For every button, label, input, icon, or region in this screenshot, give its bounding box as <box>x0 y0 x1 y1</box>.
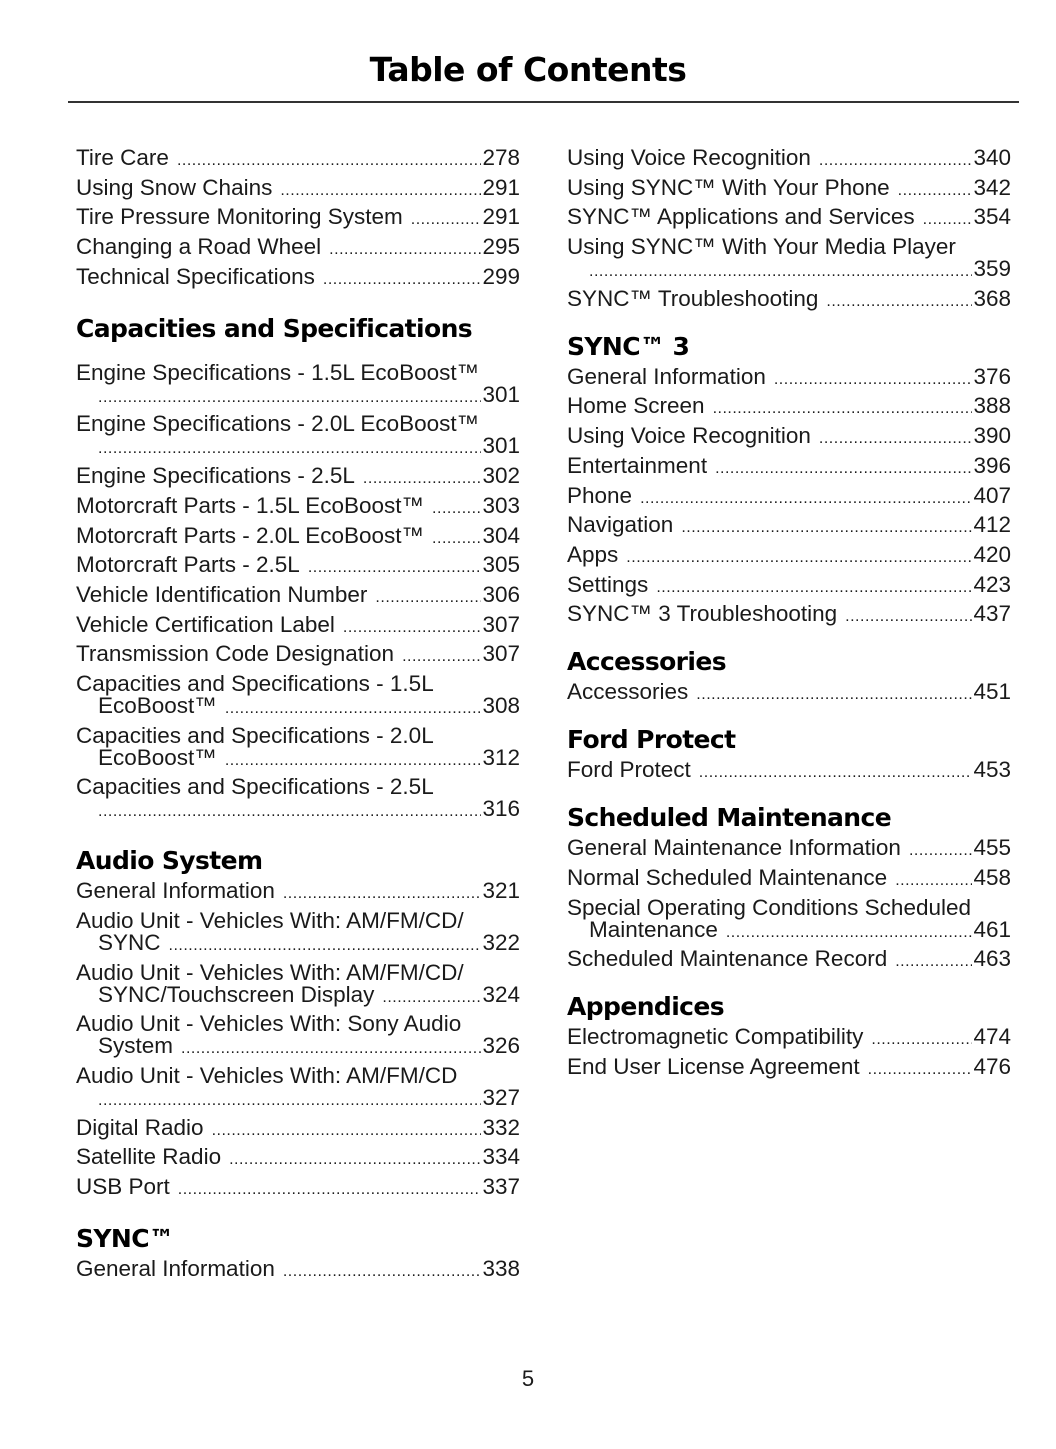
dot-leader <box>375 587 481 609</box>
toc-entry[interactable] <box>567 837 1011 859</box>
entry-title: General Information <box>76 878 275 904</box>
toc-entry[interactable] <box>76 147 520 169</box>
entry-page-number: 334 <box>482 1144 520 1170</box>
dot-leader <box>774 369 973 391</box>
toc-entry[interactable] <box>76 522 520 548</box>
entry-title: Audio Unit - Vehicles With: AM/FM/CD/ <box>76 908 464 933</box>
toc-entry[interactable] <box>76 174 520 200</box>
dot-leader <box>819 428 973 450</box>
entry-page-number: 302 <box>482 463 520 489</box>
entry-page-number: 312 <box>482 744 520 770</box>
entry-title: Technical Specifications <box>76 263 315 289</box>
entry-page-number: 295 <box>482 234 520 260</box>
entry-title: Apps <box>567 541 619 567</box>
toc-entry[interactable] <box>76 413 520 457</box>
entry-title-continued: Maintenance <box>589 916 718 942</box>
toc-entry[interactable] <box>76 910 520 954</box>
entry-title: Capacities and Specifications - 2.5L <box>76 774 434 800</box>
entry-page-number: 437 <box>973 601 1011 627</box>
entry-page-number: 412 <box>973 512 1011 538</box>
entry-page-number: 326 <box>482 1033 520 1059</box>
toc-entry[interactable] <box>76 1146 520 1168</box>
entry-title: Motorcraft Parts - 2.0L EcoBoost™ <box>76 522 425 548</box>
entry-title: Engine Specifications - 1.5L EcoBoost™ <box>76 359 480 385</box>
toc-entry[interactable] <box>567 452 1011 478</box>
dot-leader <box>626 547 972 569</box>
entry-page-number: 306 <box>482 581 520 607</box>
toc-entry[interactable] <box>567 147 1011 169</box>
entry-page-number: 420 <box>973 541 1011 567</box>
toc-section <box>567 332 1011 626</box>
entry-page-number: 474 <box>973 1024 1011 1050</box>
entry-page-number: 455 <box>973 835 1011 861</box>
dot-leader <box>280 180 481 202</box>
dot-leader <box>329 239 481 261</box>
dot-leader <box>826 291 972 313</box>
entry-title: Capacities and Specifications - 2.0L <box>76 722 434 748</box>
entry-page-number: 407 <box>973 482 1011 508</box>
entry-title: Engine Specifications - 2.5L <box>76 463 355 489</box>
dot-leader <box>283 883 482 905</box>
entry-title-continued: EcoBoost™ <box>98 692 217 718</box>
toc-section <box>76 147 520 288</box>
toc-entry[interactable] <box>76 581 520 607</box>
toc-entry[interactable] <box>567 174 1011 200</box>
section-heading: Scheduled Maintenance <box>567 803 892 833</box>
entry-title: Navigation <box>567 512 674 538</box>
dot-leader <box>923 209 973 231</box>
entry-title: Satellite Radio <box>76 1144 222 1170</box>
toc-entry[interactable] <box>567 285 1011 311</box>
entry-page-number: 321 <box>482 878 520 904</box>
dot-leader <box>308 557 482 579</box>
toc-entry[interactable] <box>567 681 1011 703</box>
entry-title: Entertainment <box>567 452 708 478</box>
toc-entry[interactable] <box>567 236 1011 280</box>
toc-entry[interactable] <box>76 1258 520 1280</box>
entry-page-number: 453 <box>973 757 1011 783</box>
entry-page-number: 376 <box>973 363 1011 389</box>
section-heading: Capacities and Specifications <box>76 313 473 343</box>
toc-entry[interactable] <box>76 236 520 258</box>
entry-page-number: 423 <box>973 571 1011 597</box>
section-heading: Ford Protect <box>567 725 736 755</box>
entry-title: Changing a Road Wheel <box>76 234 322 260</box>
toc-section <box>567 803 1011 970</box>
toc-entry[interactable] <box>76 206 520 228</box>
dot-leader <box>98 387 481 409</box>
toc-entry[interactable] <box>76 465 520 487</box>
entry-page-number: 461 <box>973 916 1011 942</box>
entry-title: Phone <box>567 482 633 508</box>
entry-title: Audio Unit - Vehicles With: AM/FM/CD <box>76 1063 458 1089</box>
entry-page-number: 299 <box>482 263 520 289</box>
entry-page-number: 359 <box>973 256 1011 282</box>
entry-page-number: 278 <box>482 145 520 170</box>
section-heading: SYNC™ <box>76 1224 174 1254</box>
entry-page-number: 322 <box>482 930 520 955</box>
dot-leader <box>871 1029 972 1051</box>
entry-title-continued: SYNC <box>98 930 161 955</box>
entry-page-number: 390 <box>973 423 1011 449</box>
toc-entry[interactable] <box>567 894 1011 942</box>
entry-title: General Maintenance Information <box>567 835 901 861</box>
entry-title: Transmission Code Designation <box>76 641 395 667</box>
entry-title: Electromagnetic Compatibility <box>567 1024 864 1050</box>
dot-leader <box>343 617 482 639</box>
toc-entry[interactable] <box>567 948 1011 970</box>
toc-entry[interactable] <box>567 759 1011 781</box>
dot-leader <box>715 458 972 480</box>
dot-leader <box>178 1179 482 1201</box>
entry-title: Audio Unit - Vehicles With: AM/FM/CD/ <box>76 959 464 985</box>
section-heading: Audio System <box>76 846 263 876</box>
page-title: Table of Contents <box>369 50 687 89</box>
toc-entry[interactable] <box>76 880 520 902</box>
dot-leader <box>681 517 972 539</box>
entry-title-continued: EcoBoost™ <box>98 744 217 770</box>
dot-leader <box>895 870 972 892</box>
toc-entry[interactable] <box>76 263 520 289</box>
entry-page-number: 338 <box>482 1256 520 1282</box>
dot-leader <box>169 935 482 957</box>
entry-title: Audio Unit - Vehicles With: Sony Audio <box>76 1011 462 1037</box>
entry-page-number: 337 <box>482 1174 520 1200</box>
toc-entry[interactable] <box>567 864 1011 890</box>
dot-leader <box>382 987 481 1009</box>
entry-page-number: 291 <box>482 174 520 200</box>
dot-leader <box>402 646 481 668</box>
dot-leader <box>656 577 972 599</box>
entry-title: Motorcraft Parts - 1.5L EcoBoost™ <box>76 492 425 518</box>
toc-entry[interactable] <box>76 776 520 820</box>
dot-leader <box>98 801 481 823</box>
toc-section <box>76 1224 520 1280</box>
dot-leader <box>283 1261 482 1283</box>
toc-entry[interactable] <box>76 959 520 1007</box>
toc-entry[interactable] <box>567 482 1011 508</box>
entry-title: Motorcraft Parts - 2.5L <box>76 552 300 578</box>
entry-title: General Information <box>76 1256 275 1282</box>
entry-title: SYNC™ Troubleshooting <box>567 285 819 311</box>
entry-title: Using SYNC™ With Your Phone <box>567 174 890 200</box>
entry-title: Using Voice Recognition <box>567 423 811 449</box>
entry-page-number: 316 <box>482 796 520 822</box>
dot-leader <box>868 1059 973 1081</box>
entry-page-number: 463 <box>973 946 1011 972</box>
dot-leader <box>726 922 973 944</box>
dot-leader <box>898 180 973 202</box>
dot-leader <box>819 150 973 172</box>
entry-page-number: 354 <box>973 204 1011 230</box>
title-divider <box>68 101 1019 103</box>
toc-column-left <box>76 147 520 1280</box>
dot-leader <box>181 1038 481 1060</box>
dot-leader <box>323 269 482 291</box>
entry-title: Using SYNC™ With Your Media Player <box>567 234 956 260</box>
dot-leader <box>432 528 481 550</box>
dot-leader <box>699 762 973 784</box>
toc-section <box>567 725 1011 781</box>
toc-entry[interactable] <box>76 670 520 718</box>
toc-entry[interactable] <box>567 571 1011 597</box>
toc-section <box>567 147 1011 310</box>
entry-title: End User License Agreement <box>567 1054 860 1079</box>
entry-title: Settings <box>567 571 649 597</box>
dot-leader <box>225 698 482 720</box>
entry-page-number: 451 <box>973 679 1011 705</box>
dot-leader <box>696 684 972 706</box>
entry-page-number: 291 <box>482 204 520 230</box>
dot-leader <box>177 150 482 172</box>
toc-section <box>567 647 1011 703</box>
toc-entry[interactable] <box>567 603 1011 625</box>
entry-page-number: 305 <box>482 552 520 578</box>
dot-leader <box>845 606 972 628</box>
toc-entry[interactable] <box>76 611 520 637</box>
entry-title: Special Operating Conditions Scheduled <box>567 894 972 920</box>
toc-entry[interactable] <box>567 206 1011 228</box>
entry-title: Using Snow Chains <box>76 174 273 200</box>
entry-title-continued: System <box>98 1033 174 1059</box>
entry-page-number: 368 <box>973 285 1011 311</box>
dot-leader <box>640 488 972 510</box>
entry-title: Tire Pressure Monitoring System <box>76 204 403 230</box>
entry-page-number: 304 <box>482 522 520 548</box>
toc-entry[interactable] <box>567 1056 1011 1078</box>
dot-leader <box>229 1149 481 1171</box>
entry-title: Tire Care <box>76 145 169 170</box>
toc-entry[interactable] <box>567 363 1011 389</box>
entry-title: Normal Scheduled Maintenance <box>567 864 888 890</box>
entry-page-number: 324 <box>482 981 520 1007</box>
toc-entry[interactable] <box>76 722 520 770</box>
toc-column-right <box>567 147 1011 1078</box>
toc-section <box>567 992 1011 1078</box>
toc-entry[interactable] <box>567 395 1011 417</box>
entry-title: Ford Protect <box>567 757 691 783</box>
entry-page-number: 307 <box>482 641 520 667</box>
toc-entry[interactable] <box>76 359 520 407</box>
toc-entry[interactable] <box>567 1026 1011 1048</box>
entry-page-number: 340 <box>973 145 1011 170</box>
entry-title: Digital Radio <box>76 1114 204 1140</box>
dot-leader <box>895 951 972 973</box>
dot-leader <box>98 438 481 460</box>
entry-page-number: 303 <box>482 492 520 518</box>
entry-page-number: 332 <box>482 1114 520 1140</box>
dot-leader <box>713 398 973 420</box>
dot-leader <box>98 1090 481 1112</box>
toc-section <box>76 314 520 821</box>
entry-title: Vehicle Identification Number <box>76 581 368 607</box>
entry-title: Scheduled Maintenance Record <box>567 946 888 972</box>
entry-title: USB Port <box>76 1174 170 1200</box>
toc-entry[interactable] <box>76 492 520 518</box>
section-heading: Appendices <box>567 992 725 1022</box>
toc-section <box>76 846 520 1198</box>
entry-page-number: 301 <box>482 433 520 459</box>
dot-leader <box>212 1120 482 1142</box>
entry-title: Using Voice Recognition <box>567 145 811 170</box>
entry-title: SYNC™ 3 Troubleshooting <box>567 601 838 627</box>
toc-entry[interactable] <box>567 425 1011 447</box>
section-heading: SYNC™ 3 <box>567 331 690 361</box>
entry-page-number: 308 <box>482 692 520 718</box>
entry-page-number: 458 <box>973 864 1011 890</box>
entry-title: Engine Specifications - 2.0L EcoBoost™ <box>76 411 480 437</box>
entry-title: SYNC™ Applications and Services <box>567 204 915 230</box>
dot-leader <box>589 261 972 283</box>
toc-entry[interactable] <box>76 554 520 576</box>
entry-title: Capacities and Specifications - 1.5L <box>76 670 434 696</box>
dot-leader <box>909 840 973 862</box>
toc-entry[interactable] <box>567 541 1011 567</box>
toc-entry[interactable] <box>76 1114 520 1140</box>
entry-page-number: 327 <box>482 1085 520 1111</box>
entry-page-number: 396 <box>973 452 1011 478</box>
dot-leader <box>432 498 481 520</box>
entry-page-number: 388 <box>973 393 1011 419</box>
entry-page-number: 301 <box>482 381 520 407</box>
page-number: 5 <box>521 1366 535 1391</box>
toc-entry[interactable] <box>76 1176 520 1198</box>
entry-title-continued: SYNC/Touchscreen Display <box>98 981 375 1007</box>
entry-page-number: 307 <box>482 611 520 637</box>
entry-title: Accessories <box>567 679 689 705</box>
dot-leader <box>225 750 482 772</box>
toc-entry[interactable] <box>567 514 1011 536</box>
toc-entry[interactable] <box>76 643 520 665</box>
entry-page-number: 476 <box>973 1054 1011 1079</box>
entry-title: Home Screen <box>567 393 705 419</box>
entry-title: Vehicle Certification Label <box>76 611 335 637</box>
section-heading: Accessories <box>567 647 727 677</box>
dot-leader <box>411 209 482 231</box>
entry-title: General Information <box>567 363 766 389</box>
toc-entry[interactable] <box>76 1013 520 1057</box>
entry-page-number: 342 <box>973 174 1011 200</box>
dot-leader <box>363 468 482 490</box>
toc-entry[interactable] <box>76 1065 520 1109</box>
